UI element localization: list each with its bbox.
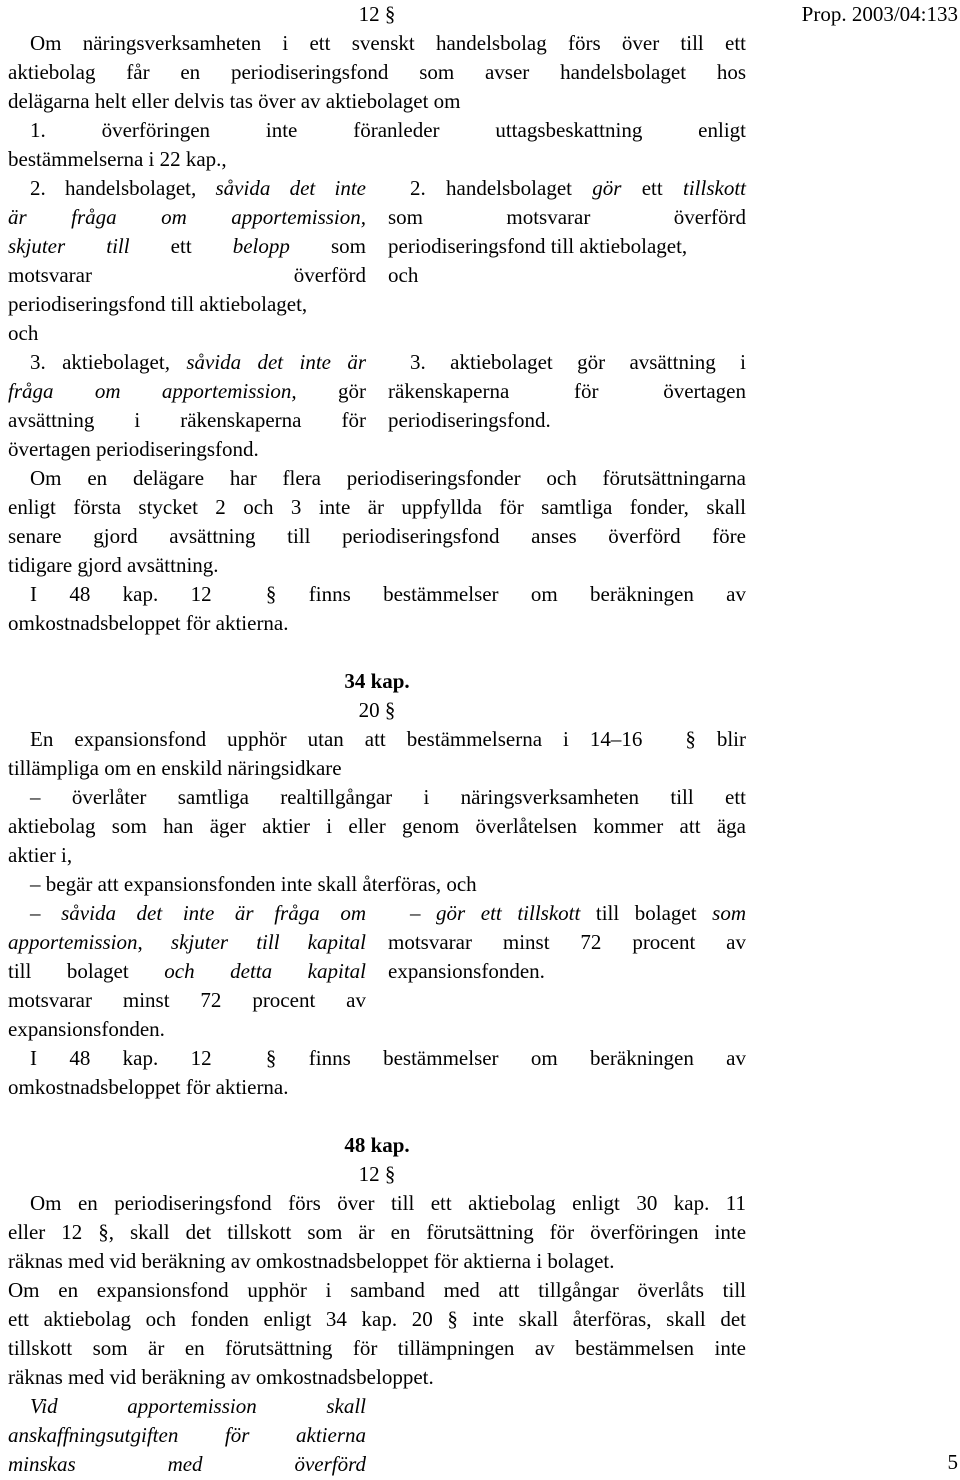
- text-line: Om en delägare har flera periodiseringsfonder och förutsättningarna: [30, 466, 746, 490]
- text-line: avsättning i räkenskaperna för: [8, 408, 366, 432]
- text-line: expansionsfonden.: [8, 1017, 165, 1041]
- text-line: till bolaget och detta kapital: [8, 959, 366, 983]
- text-line: fråga om apportemission, gör: [8, 379, 366, 403]
- spacer: [388, 290, 746, 348]
- text-line: anskaffningsutgiften för aktierna: [8, 1423, 366, 1447]
- paragraph-heading: [8, 1160, 746, 1189]
- text-line: – gör ett tillskott till bolaget som: [410, 901, 746, 925]
- text-line: minskas med överförd: [8, 1452, 366, 1476]
- text-line: eller 12 §, skall det tillskott som är en förutsättning för överföringen inte: [8, 1220, 747, 1244]
- chapter-heading: 48 kap.: [344, 1133, 410, 1157]
- text-line: är fråga om apportemission,: [8, 205, 366, 229]
- text-line: motsvarar minst 72 procent av: [388, 930, 746, 954]
- section-sign: §: [447, 1307, 458, 1331]
- text-line: apportemission, skjuter till kapital: [8, 930, 366, 954]
- paragraph-heading: [8, 696, 746, 725]
- proposed-wording-column: [388, 1392, 746, 1479]
- current-wording-column: [8, 1392, 366, 1479]
- text-line: periodiseringsfond till aktiebolaget,: [8, 292, 308, 316]
- section-sign: §: [384, 698, 396, 722]
- text-line: delägarna helt eller delvis tas över av aktiebolaget om: [8, 89, 461, 113]
- text-line: tidigare gjord avsättning.: [8, 553, 219, 577]
- text-line: aktier i,: [8, 843, 73, 867]
- text-line: 3. aktiebolaget, såvida det inte är: [30, 350, 366, 374]
- text-line: periodiseringsfond till aktiebolaget,: [388, 234, 688, 258]
- proposed-wording-column: [388, 899, 746, 1044]
- current-wording-column: [8, 174, 366, 464]
- text-line: skjuter till ett belopp som: [8, 234, 366, 258]
- text-line: som motsvarar överförd: [388, 205, 746, 229]
- text-line: 2. handelsbolaget, såvida det inte: [30, 176, 366, 200]
- section-sign: §: [384, 1162, 396, 1186]
- section-sign: §: [265, 582, 277, 606]
- current-wording-column: [8, 899, 366, 1044]
- text-line: expansionsfonden.: [388, 959, 545, 983]
- text-line: – överlåter samtliga realtillgångar i näringsverksamheten till ett: [30, 785, 746, 809]
- text-line: och: [8, 321, 39, 345]
- chapter-heading: 34 kap.: [344, 669, 410, 693]
- paragraph-heading: [8, 0, 746, 29]
- text-line: 3. aktiebolaget gör avsättning i: [410, 350, 746, 374]
- text-line: aktiebolag som han äger aktier i eller genom överlåtelsen kommer att äga: [8, 814, 746, 838]
- text-line: Om näringsverksamheten i ett svenskt handelsbolag förs över till ett: [30, 31, 746, 55]
- text-line: tillskott som är en förutsättning för tillämpningen av bestämmelsen inte: [8, 1336, 746, 1360]
- text-line: – begär att expansionsfonden inte skall återföras, och: [30, 872, 477, 896]
- proposed-wording-column: [388, 174, 746, 464]
- section-sign: §: [98, 1220, 109, 1244]
- text-line: och: [388, 263, 419, 287]
- text-line: Om en periodiseringsfond förs över till ett aktiebolag enligt 30 kap. 11: [30, 1191, 746, 1215]
- text-line: omkostnadsbeloppet för aktierna.: [8, 611, 289, 635]
- paragraph-number: 12: [358, 1162, 380, 1186]
- text-line: En expansionsfond upphör utan att bestämmelserna i 14–16 § blir: [30, 727, 746, 751]
- text-line: – såvida det inte är fråga om: [30, 901, 366, 925]
- text-line: bestämmelserna i 22 kap.,: [8, 147, 227, 171]
- paragraph-number: 20: [358, 698, 380, 722]
- section-sign: §: [685, 727, 696, 751]
- comparison-columns: [8, 899, 746, 1044]
- comparison-columns: [8, 1392, 746, 1479]
- text-line: övertagen periodiseringsfond.: [8, 437, 259, 461]
- text-line: senare gjord avsättning till periodiseringsfond anses överförd före: [8, 524, 746, 548]
- proposition-reference: Prop. 2003/04:133: [801, 2, 958, 26]
- main-text: [8, 0, 746, 1479]
- spacer: [8, 638, 746, 667]
- text-line: enligt första stycket 2 och 3 inte är uppfyllda för samtliga fonder, skall: [8, 495, 746, 519]
- text-line: I 48 kap. 12 § finns bestämmelser om beräkningen av: [30, 582, 747, 606]
- text-line: 2. handelsbolaget gör ett tillskott: [410, 176, 746, 200]
- text-line: ett aktiebolag och fonden enligt 34 kap. 20 § inte skall återföras, skall det: [8, 1307, 746, 1331]
- section-sign: §: [384, 2, 396, 26]
- text-line: I 48 kap. 12 § finns bestämmelser om beräkningen av: [30, 1046, 747, 1070]
- text-line: periodiseringsfond.: [388, 408, 551, 432]
- spacer: [8, 1102, 746, 1131]
- comparison-columns: [8, 174, 746, 464]
- page-number: 5: [947, 1450, 958, 1474]
- text-line: räknas med vid beräkning av omkostnadsbeloppet för aktierna i bolaget.: [8, 1249, 615, 1273]
- text-line: räkenskaperna för övertagen: [388, 379, 746, 403]
- text-line: aktiebolag får en periodiseringsfond som avser handelsbolaget hos: [8, 60, 746, 84]
- paragraph-number: 12: [358, 2, 380, 26]
- text-line: motsvarar minst 72 procent av: [8, 988, 366, 1012]
- text-line: 1. överföringen inte föranleder uttagsbeskattning enligt: [30, 118, 746, 142]
- section-sign: §: [265, 1046, 277, 1070]
- text-line: räknas med vid beräkning av omkostnadsbeloppet.: [8, 1365, 434, 1389]
- text-line: Om en expansionsfond upphör i samband med att tillgångar överlåts till: [8, 1278, 746, 1302]
- text-line: omkostnadsbeloppet för aktierna.: [8, 1075, 289, 1099]
- text-line: Vid apportemission skall: [30, 1394, 366, 1418]
- text-line: tillämpliga om en enskild näringsidkare: [8, 756, 342, 780]
- text-line: motsvarar överförd: [8, 263, 366, 287]
